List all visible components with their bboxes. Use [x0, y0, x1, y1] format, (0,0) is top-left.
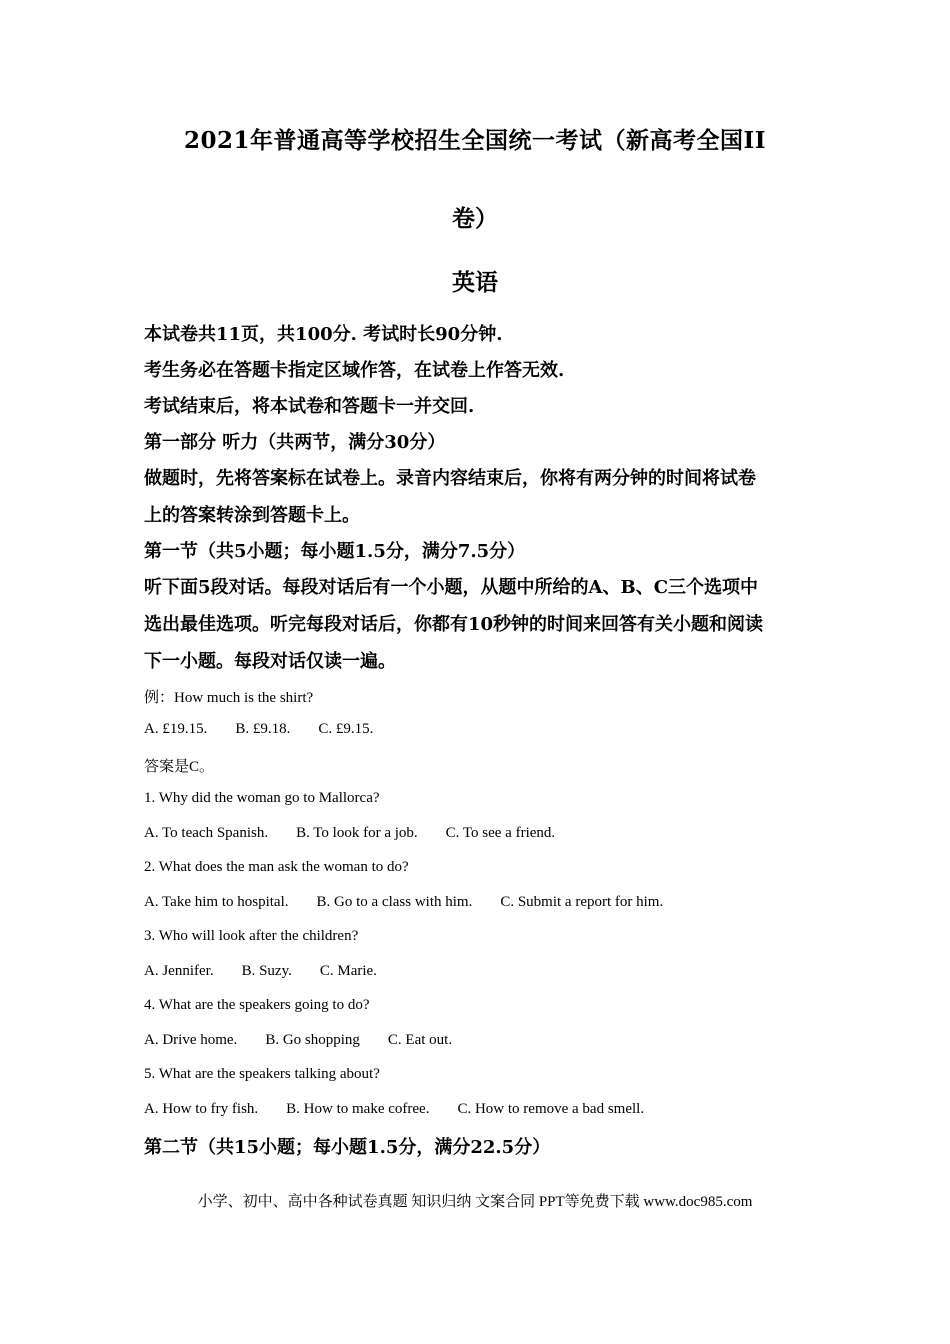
question-1: 1. Why did the woman go to Mallorca?: [144, 790, 380, 806]
question-5: 5. What are the speakers talking about?: [144, 1066, 380, 1082]
option-c: C. £9.15.: [318, 721, 374, 737]
subject-title: 英语: [452, 269, 498, 296]
question-4-options: [144, 1032, 824, 1049]
option-a: A. Take him to hospital.: [144, 894, 289, 910]
option-a: A. £19.15.: [144, 721, 208, 737]
question-2-options: [144, 894, 824, 911]
question-4: 4. What are the speakers going to do?: [144, 997, 370, 1013]
option-c: C. How to remove a bad smell.: [457, 1101, 645, 1117]
section1-directions-line2: 选出最佳选项。听完每段对话后，你都有10秒钟的时间来回答有关小题和阅读: [144, 614, 764, 635]
option-b: B. £9.18.: [235, 721, 291, 737]
option-c: C. Eat out.: [387, 1032, 453, 1048]
instruction-3: 考试结束后，将本试卷和答题卡一并交回.: [144, 396, 475, 417]
part1-intro-line2: 上的答案转涂到答题卡上。: [144, 505, 360, 526]
option-a: A. Drive home.: [144, 1032, 238, 1048]
part1-heading: 第一部分 听力（共两节，满分30分）: [144, 432, 446, 453]
option-c: C. To see a friend.: [445, 825, 556, 841]
question-3: 3. Who will look after the children?: [144, 928, 359, 944]
option-c: C. Marie.: [319, 963, 377, 979]
section1-directions-line3: 下一小题。每段对话仅读一遍。: [144, 651, 396, 672]
question-3-options: [144, 963, 824, 980]
part1-intro-line1: 做题时，先将答案标在试卷上。录音内容结束后，你将有两分钟的时间将试卷: [144, 468, 756, 489]
option-c: C. Submit a report for him.: [500, 894, 664, 910]
exam-title-line1: 2021年普通高等学校招生全国统一考试（新高考全国II: [183, 127, 767, 154]
option-a: A. Jennifer.: [144, 963, 214, 979]
option-a: A. How to fry fish.: [144, 1101, 259, 1117]
question-1-options: [144, 825, 824, 842]
option-b: B. How to make cofree.: [286, 1101, 430, 1117]
instruction-2: 考生务必在答题卡指定区域作答，在试卷上作答无效.: [144, 360, 565, 381]
question-5-options: [144, 1101, 824, 1118]
section2-heading: 第二节（共15小题；每小题1.5分，满分22.5分）: [144, 1137, 551, 1158]
section1-heading: 第一节（共5小题；每小题1.5分，满分7.5分）: [144, 541, 526, 562]
example-question: 例：How much is the shirt?: [144, 690, 314, 706]
option-b: B. To look for a job.: [296, 825, 418, 841]
option-b: B. Go to a class with him.: [316, 894, 473, 910]
section1-directions-line1: 听下面5段对话。每段对话后有一个小题，从题中所给的A、B、C三个选项中: [144, 577, 759, 598]
example-answer: 答案是C。: [144, 759, 215, 775]
instruction-1: 本试卷共11页，共100分. 考试时长90分钟.: [144, 324, 503, 345]
option-a: A. To teach Spanish.: [144, 825, 269, 841]
question-2: 2. What does the man ask the woman to do?: [144, 859, 409, 875]
exam-title-line2: 卷）: [452, 205, 498, 232]
option-b: B. Go shopping: [265, 1032, 360, 1048]
page-footer: 小学、初中、高中各种试卷真题 知识归纳 文案合同 PPT等免费下载 www.doc985.com: [197, 1194, 753, 1210]
option-b: B. Suzy.: [241, 963, 292, 979]
example-options: [144, 721, 824, 738]
